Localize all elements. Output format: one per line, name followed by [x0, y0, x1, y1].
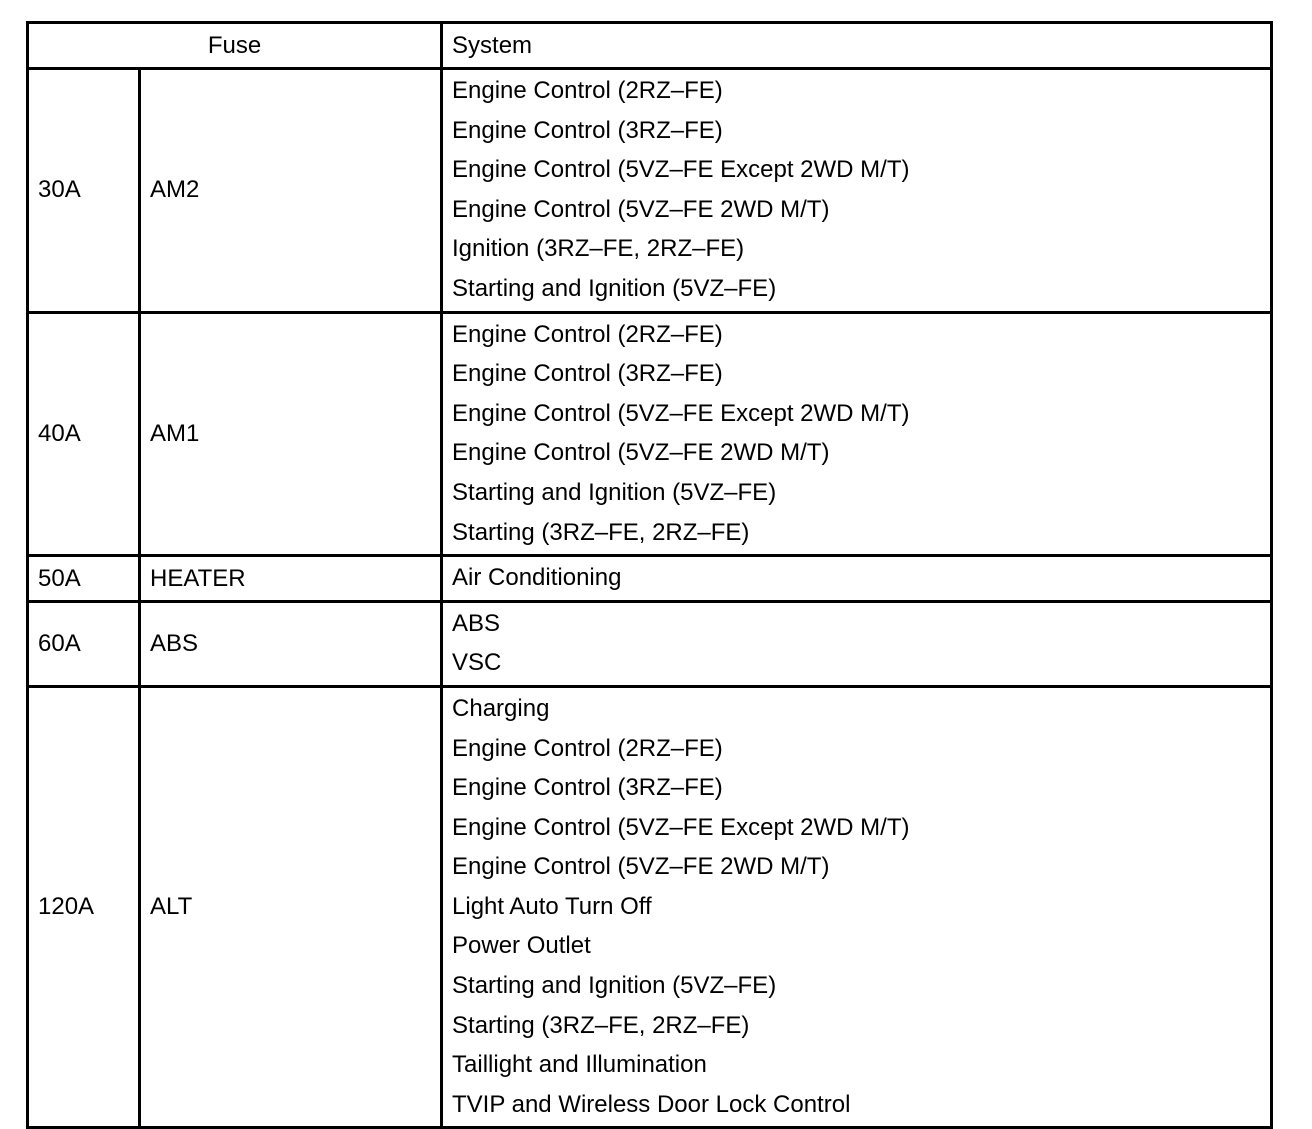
system-entry: Light Auto Turn Off: [452, 892, 652, 920]
system-entry: Engine Control (2RZ–FE): [452, 77, 723, 104]
fuse-row: [28, 69, 1272, 313]
system-entry: Taillight and Illumination: [452, 1051, 707, 1079]
system-entry: Engine Control (5VZ–FE 2WD M/T): [452, 195, 830, 223]
system-entry: Engine Control (5VZ–FE Except 2WD M/T): [452, 399, 910, 427]
system-entry: Starting and Ignition (5VZ–FE): [452, 972, 777, 1000]
system-entry: VSC: [452, 649, 502, 677]
fuse-name: ALT: [140, 686, 442, 1128]
fuse-system-list: [442, 556, 1272, 602]
fuse-amperage: 50A: [28, 556, 140, 602]
system-entry: Engine Control (5VZ–FE 2WD M/T): [452, 853, 830, 881]
fuse-amperage: 60A: [28, 601, 140, 686]
system-entry: Engine Control (3RZ–FE): [452, 360, 723, 388]
system-entry: Air Conditioning: [452, 564, 622, 592]
system-entry: Power Outlet: [452, 932, 591, 960]
system-entry: TVIP and Wireless Door Lock Control: [452, 1090, 851, 1118]
fuse-name: AM1: [140, 312, 442, 556]
system-entry: Engine Control (2RZ–FE): [452, 734, 723, 762]
system-entry: Starting (3RZ–FE, 2RZ–FE): [452, 1011, 750, 1039]
system-entry: Engine Control (5VZ–FE Except 2WD M/T): [452, 813, 910, 841]
system-entry: Engine Control (5VZ–FE Except 2WD M/T): [452, 156, 910, 184]
fuse-row: [28, 556, 1272, 602]
fuse-row: [28, 312, 1272, 556]
fuse-system-list: [442, 69, 1272, 313]
fuse-system-list: [442, 686, 1272, 1128]
fuse-row: [28, 686, 1272, 1128]
fuse-row: [28, 601, 1272, 686]
fuse-table-body: [28, 23, 1272, 1128]
fuse-name: ABS: [140, 601, 442, 686]
fuse-column-header: Fuse: [28, 23, 442, 69]
fuse-system-list: [442, 601, 1272, 686]
fuse-name: AM2: [140, 69, 442, 313]
fuse-system-table: [26, 21, 1273, 1129]
system-entry: Charging: [452, 694, 550, 722]
system-entry: Starting and Ignition (5VZ–FE): [452, 478, 777, 506]
system-entry: Engine Control (2RZ–FE): [452, 320, 723, 348]
system-entry: Engine Control (5VZ–FE 2WD M/T): [452, 439, 830, 467]
fuse-amperage: 120A: [28, 686, 140, 1128]
fuse-system-list: [442, 312, 1272, 556]
system-entry: Engine Control (3RZ–FE): [452, 774, 723, 802]
system-entry: ABS: [452, 609, 501, 637]
system-column-header: System: [442, 23, 1272, 69]
fuse-name: HEATER: [140, 556, 442, 602]
fuse-amperage: 30A: [28, 69, 140, 313]
system-entry: Engine Control (3RZ–FE): [452, 116, 723, 144]
header-row: [28, 23, 1272, 69]
system-entry: Ignition (3RZ–FE, 2RZ–FE): [452, 235, 745, 263]
fuse-amperage: 40A: [28, 312, 140, 556]
system-entry: Starting and Ignition (5VZ–FE): [452, 274, 777, 302]
system-entry: Starting (3RZ–FE, 2RZ–FE): [452, 518, 750, 546]
